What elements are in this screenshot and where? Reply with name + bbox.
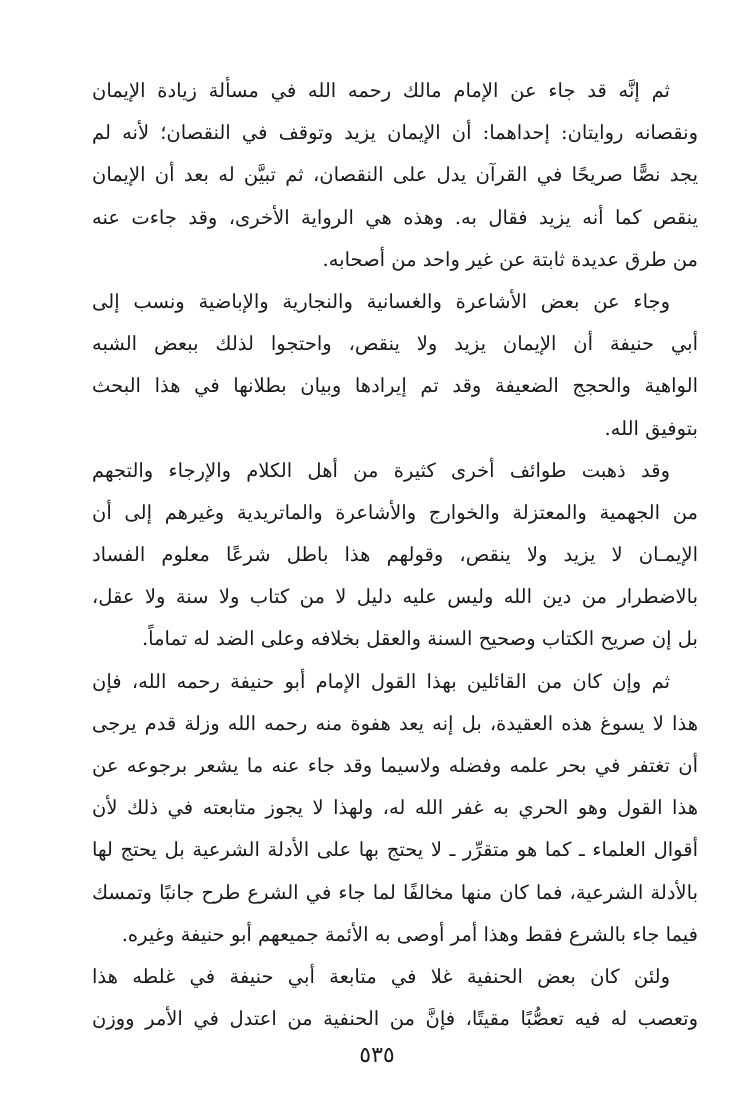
paragraph [92, 70, 698, 281]
paragraph [92, 450, 698, 661]
text-line: وتعصب له فيه تعصُّبًا مقيتًا، فإنَّ من الحنفية من اعتدل في الأمر ووزن [92, 1007, 698, 1031]
paragraph [92, 281, 698, 450]
text-line: أقوال العلماء ـ كما هو متقرِّر ـ لا يحتج بها على الأدلة الشرعية بل يحتج لها [92, 838, 698, 862]
text-line: فيما جاء بالشرع فقط وهذا أمر أوصى به الأئمة جميعهم أبو حنيفة وغيره. [121, 922, 698, 946]
text-line: ينقص كما أنه يزيد فقال به. وهذه هي الرواية الأخرى، وقد جاءت عنه [92, 205, 698, 229]
page-number: ٥٣٥ [359, 1043, 395, 1068]
paragraph [92, 956, 698, 1040]
paragraph [92, 661, 698, 956]
text-line: ثم وإن كان من القائلين بهذا القول الإمام أبو حنيفة رحمه الله، فإن [92, 669, 670, 693]
text-line: بالأدلة الشرعية، فما كان منها مخالفًا لما جاء في الشرع طرح جانبًا وتمسك [92, 880, 698, 904]
text-line: وجاء عن بعض الأشاعرة والغسانية والنجارية والإباضية ونسب إلى [92, 289, 670, 313]
text-line: بتوفيق الله. [604, 416, 698, 440]
text-line: يجد نصًّا صريحًا في القرآن يدل على النقصان، ثم تبيَّن له بعد أن الإيمان [92, 163, 698, 187]
text-line: بالاضطرار من دين الله وليس عليه دليل لا من كتاب ولا سنة ولا عقل، [92, 585, 698, 609]
text-line: بل إن صريح الكتاب وصحيح السنة والعقل بخلافه وعلى الضد له تماماً. [141, 627, 698, 651]
text-line: وقد ذهبت طوائف أخرى كثيرة من أهل الكلام والإرجاء والتجهم [92, 458, 670, 482]
text-line: أن تغتفر في بحر علمه وفضله ولاسيما وقد جاء عنه ما يشعر برجوعه عن [92, 754, 698, 777]
text-line: ثم إنَّه قد جاء عن الإمام مالك رحمه الله في مسألة زيادة الإيمان [92, 79, 670, 102]
text-line: الإيمـان لا يزيد ولا ينقص، وقولهم هذا باطل شرعًا معلوم الفساد [92, 543, 698, 567]
text-line: هذا لا يسوغ هذه العقيدة، بل إنه يعد هفوة منه رحمه الله وزلة قدم يرجى [92, 711, 698, 735]
body-text [92, 70, 698, 1040]
text-line: ونقصانه روايتان: إحداهما: أن الإيمان يزيد وتوقف في النقصان؛ لأنه لم [92, 121, 698, 145]
text-line: ولئن كان بعض الحنفية غلا في متابعة أبي حنيفة في غلطه هذا [92, 964, 670, 988]
text-line: أبي حنيفة أن الإيمان يزيد ولا ينقص، واحتجوا لذلك ببعض الشبه [92, 332, 698, 356]
text-line: هذا القول وهو الحري به غفر الله له، ولهذا لا يجوز متابعته في ذلك لأن [92, 796, 698, 820]
text-line: الواهية والحجج الضعيفة وقد تم إيرادها وبيان بطلانها في هذا البحث [92, 374, 698, 398]
text-line: من طرق عديدة ثابتة عن غير واحد من أصحابه. [322, 247, 698, 271]
text-line: من الجهمية والمعتزلة والخوارج والأشاعرة والماتريدية وغيرهم إلى أن [92, 500, 698, 524]
